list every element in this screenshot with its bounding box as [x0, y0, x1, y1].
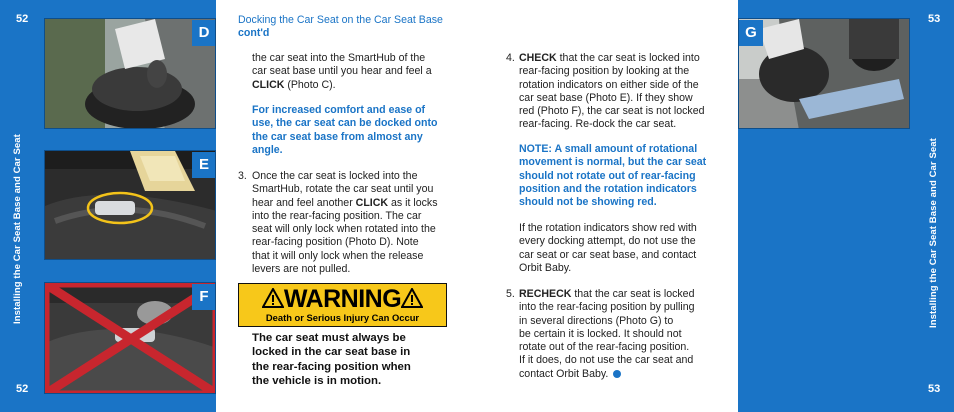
check-keyword: CHECK [519, 52, 557, 64]
step3-line6: rear-facing position (Photo D). Note [252, 236, 419, 249]
intro-line1: the car seat into the SmartHub of the [252, 52, 426, 64]
page-number-top-left: 52 [16, 13, 29, 25]
step3-text [252, 170, 438, 276]
photo-label-d: D [192, 20, 216, 46]
step5-number: 5. [506, 288, 515, 300]
red-paragraph-line4: Orbit Baby. [519, 261, 572, 274]
intro-line2: car seat base until you hear and feel a [252, 65, 432, 78]
step5-line4: be certain it is locked. It should not [519, 327, 682, 340]
step3-line3-start: hear and feel another [252, 196, 356, 209]
step5-line6: If it does, do not use the car seat and [519, 354, 694, 367]
step3-click-keyword: CLICK [355, 196, 389, 209]
step5-line7-text: contact Orbit Baby. [519, 367, 609, 380]
step4-line6: rear-facing. Re-dock the car seat. [519, 118, 677, 131]
step3-line1: Once the car seat is locked into the [252, 170, 418, 182]
photo-e [44, 150, 216, 260]
right-sidebar [738, 0, 954, 412]
photo-d [44, 18, 216, 129]
rotation-note-line5: should not be showing red. [519, 196, 657, 209]
rotation-note-line3: should not rotate out of rear-facing [519, 169, 696, 182]
red-indicator-paragraph [519, 222, 697, 275]
recheck-keyword: RECHECK [519, 288, 572, 300]
section-heading [238, 14, 443, 41]
step5-line3: in several directions (Photo G) to [519, 314, 674, 327]
intro-line3 [252, 79, 432, 92]
photo-f-image [45, 283, 216, 394]
step4-line5: red (Photo F), the car seat is not locked [519, 105, 705, 118]
photo-label-e: E [192, 152, 216, 178]
warning-triangle-icon [262, 288, 284, 308]
step4-line1-rest: that the car seat is locked into [556, 52, 700, 64]
warning-body [252, 331, 442, 388]
page-number-bottom-right: 53 [928, 383, 941, 395]
warning-title-text: WARNING [283, 285, 402, 313]
step3-line3-end: as it locks [388, 196, 438, 209]
photo-f [44, 282, 216, 394]
end-of-section-dot-icon [613, 370, 621, 378]
warning-body-line1: The car seat must always be [252, 332, 406, 344]
step4-line3: rotation indicators on either side of the [519, 78, 699, 91]
comfort-note-line2: use, the car seat can be docked onto [252, 117, 438, 130]
column1-intro [252, 52, 432, 92]
step5-line5: rotate out of the rear-facing position. [519, 341, 690, 354]
rotation-note [519, 143, 706, 209]
red-paragraph-line1: If the rotation indicators show red with [519, 222, 697, 234]
photo-e-image [45, 151, 216, 260]
step3-line8: levers are not pulled. [252, 263, 351, 276]
warning-subtitle: Death or Serious Injury Can Occur [265, 312, 420, 323]
section-heading-line2: cont'd [238, 27, 270, 40]
photo-label-f: F [192, 284, 216, 310]
warning-body-line4: the vehicle is in motion. [252, 374, 382, 387]
rotation-note-line4: position and the rotation indicators [519, 182, 697, 195]
step4-text [519, 52, 704, 132]
step4-number: 4. [506, 52, 515, 64]
click-keyword: CLICK [252, 78, 285, 91]
step5-line7 [519, 368, 695, 381]
photo-d-image [45, 19, 216, 129]
warning-body-line3: the rear-facing position when [252, 360, 411, 373]
warning-triangle-icon-right [401, 288, 423, 308]
step5-line2: into the rear-facing position by pulling [519, 301, 695, 314]
step5-line1 [519, 288, 695, 301]
step4-line4: car seat base (Photo E). If they show [519, 91, 693, 104]
sidebar-title-left: Installing the Car Seat Base and Car Seat [12, 134, 23, 324]
warning-title [239, 285, 446, 313]
rotation-note-line2: movement is normal, but the car seat [519, 156, 707, 169]
step3-line5: seat will only lock when rotated into the [252, 223, 436, 236]
step5-line1-rest: that the car seat is locked [571, 288, 695, 300]
intro-line3-rest: (Photo C). [284, 78, 336, 91]
step3-line7: that it will only lock when the release [252, 249, 424, 262]
comfort-note-line3: the car seat base from almost any [252, 130, 423, 143]
section-heading-line1: Docking the Car Seat on the Car Seat Base [238, 14, 443, 26]
page-number-bottom-left: 52 [16, 383, 29, 395]
sidebar-title-right: Installing the Car Seat Base and Car Seat [928, 138, 939, 328]
comfort-note-line1: For increased comfort and ease of [252, 104, 426, 116]
warning-banner [238, 283, 447, 327]
page-number-top-right: 53 [928, 13, 941, 25]
red-paragraph-line3: car seat or car seat base, and contact [519, 248, 697, 261]
step5-text [519, 288, 695, 381]
step3-line3 [252, 197, 438, 210]
photo-g-image [739, 19, 910, 129]
red-paragraph-line2: every docking attempt, do not use the [519, 235, 696, 248]
left-sidebar [0, 0, 216, 412]
step3-line4: into the rear-facing position. The car [252, 209, 422, 222]
comfort-note-line4: angle. [252, 143, 283, 156]
step4-line2: rear-facing position by looking at the [519, 65, 690, 78]
step3-number: 3. [238, 170, 247, 182]
photo-label-g: G [739, 20, 763, 46]
photo-g [738, 18, 910, 129]
comfort-note [252, 104, 437, 157]
rotation-note-line1: NOTE: A small amount of rotational [519, 143, 698, 155]
step3-line2: SmartHub, rotate the car seat until you [252, 183, 434, 196]
step4-line1 [519, 52, 704, 65]
warning-body-line2: locked in the car seat base in [252, 346, 411, 359]
